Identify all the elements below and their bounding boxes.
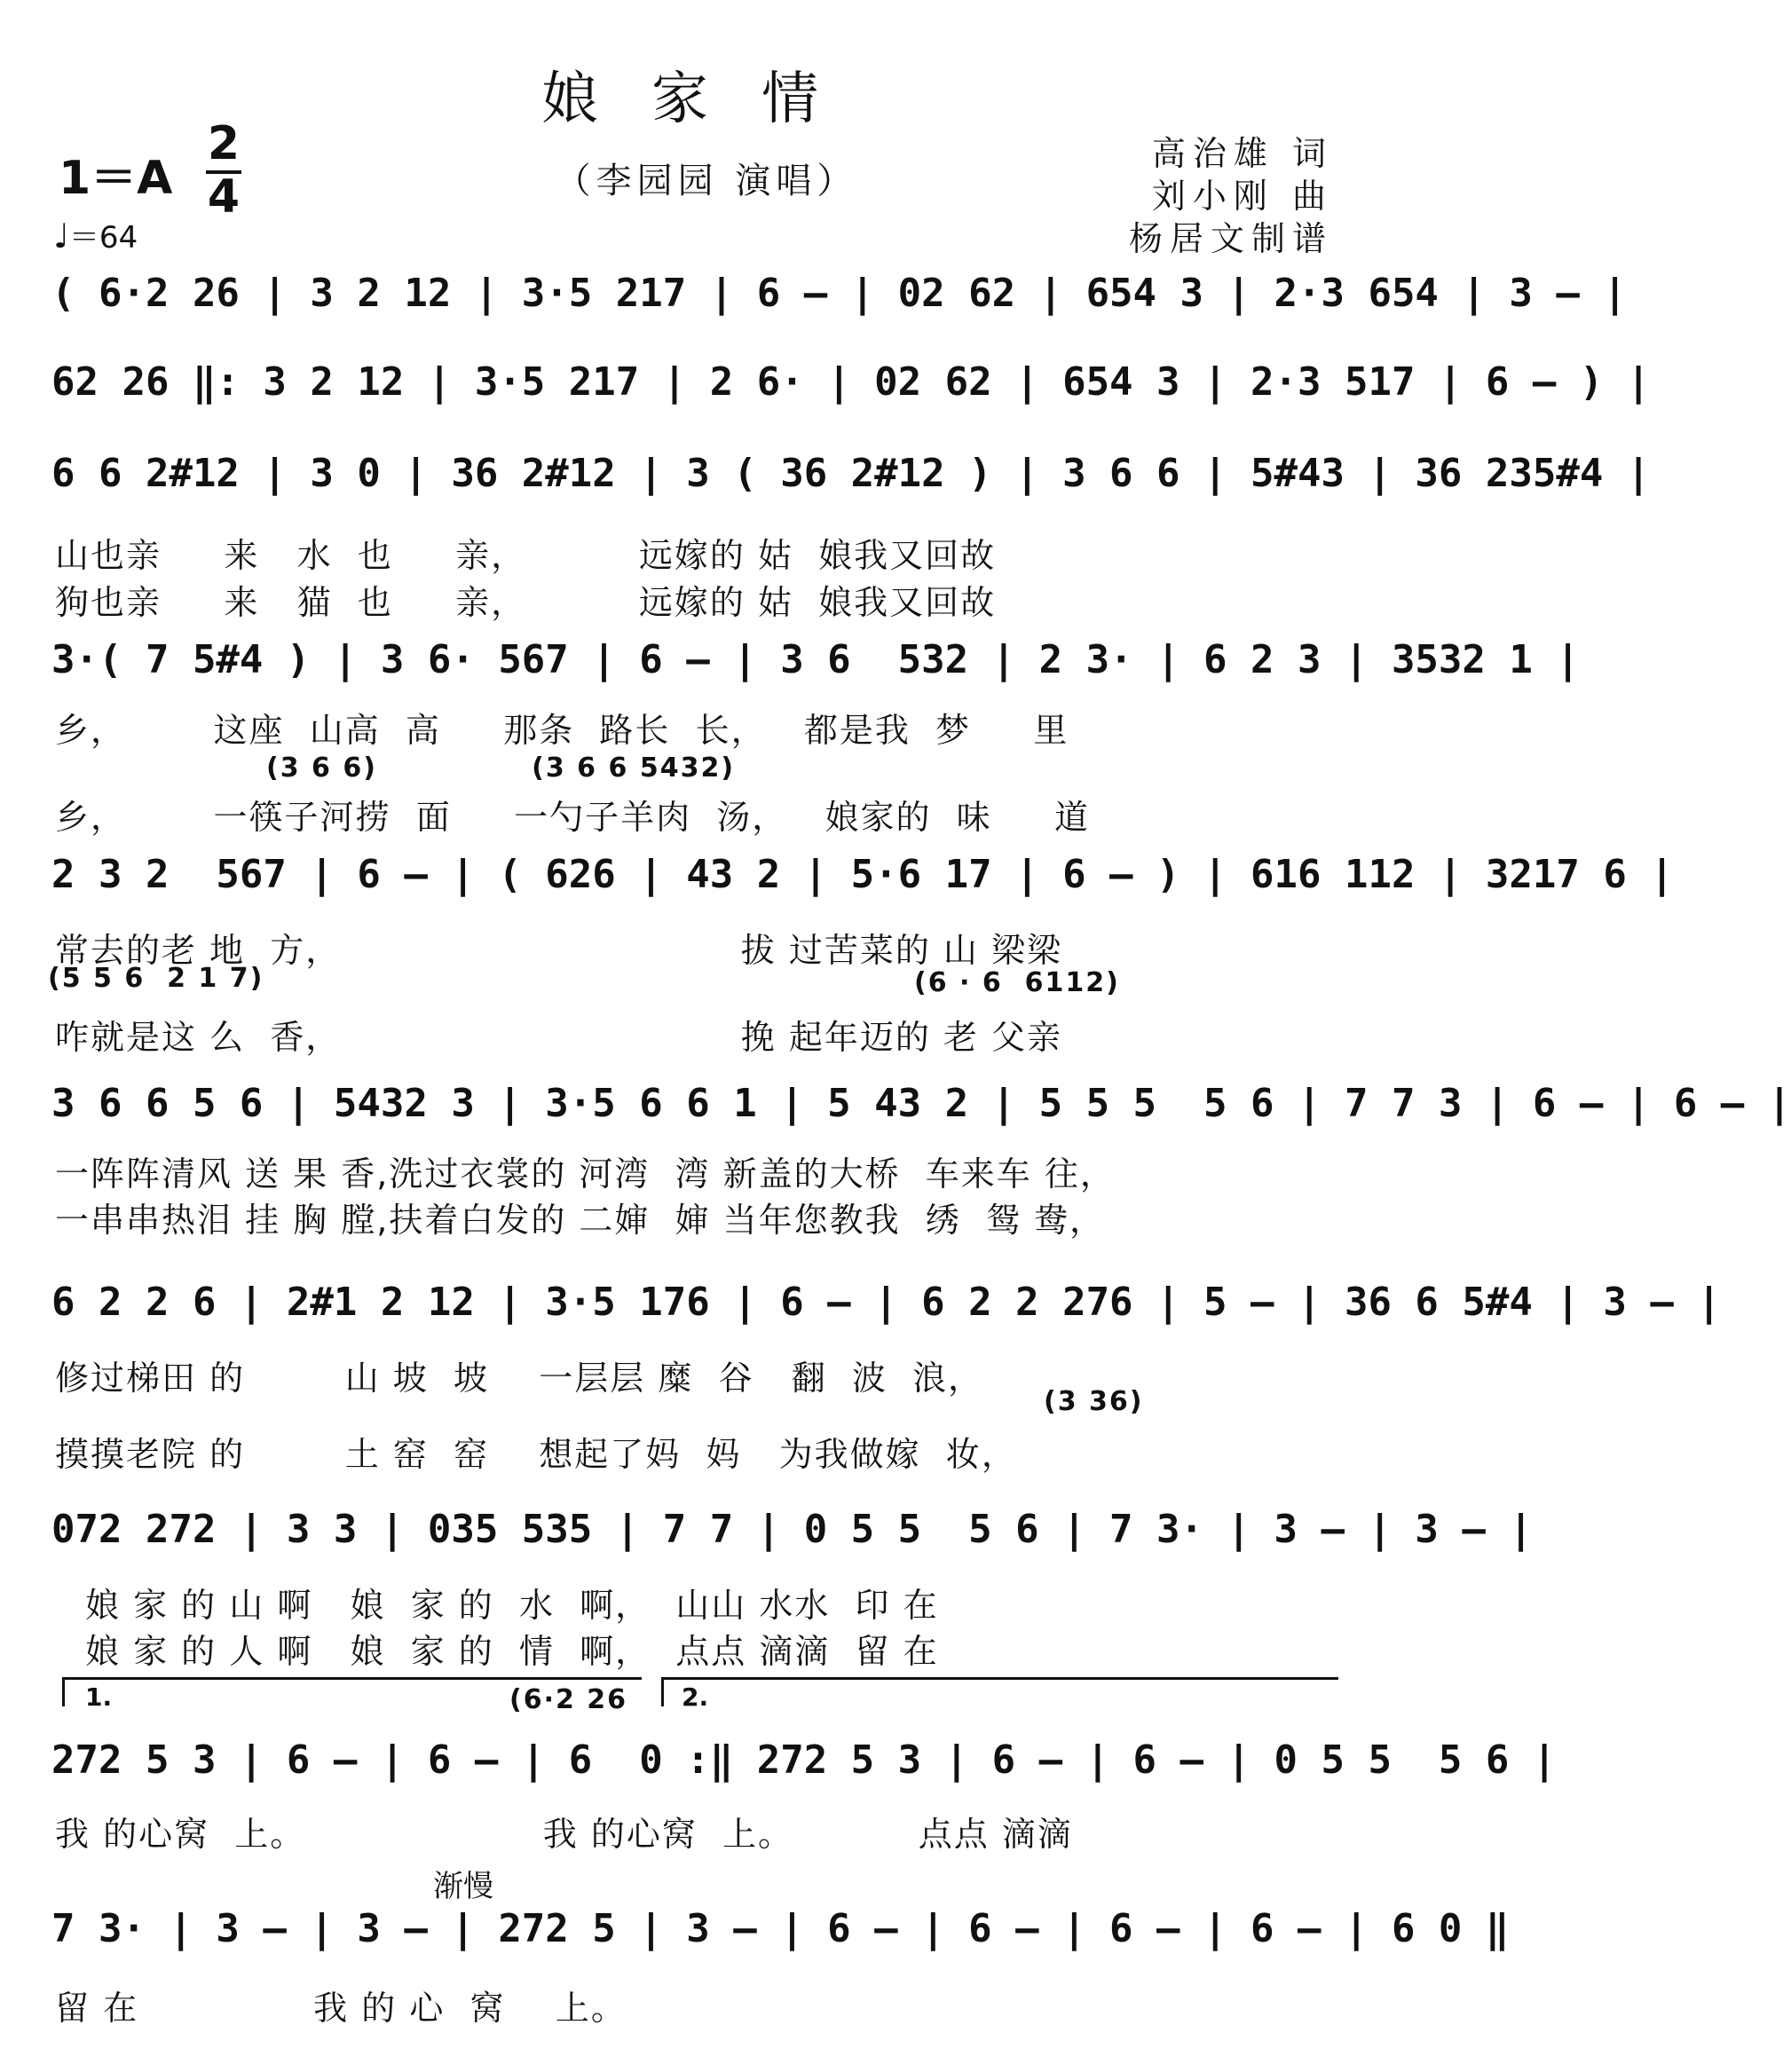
score-line-7-alt-notes: (3 36) <box>1044 1386 1144 1417</box>
key-signature: 1＝A <box>59 152 173 205</box>
time-signature-bottom: 4 <box>207 170 241 224</box>
score-line-8-lyric-verse2: 娘 家 的 人 啊 娘 家 的 情 啊， 点点 滴滴 留 在 <box>85 1632 939 1671</box>
score-line-8-lyric-verse1: 娘 家 的 山 啊 娘 家 的 水 啊， 山山 水水 印 在 <box>85 1586 939 1625</box>
time-signature-top: 2 <box>207 117 241 170</box>
lyricist-credit: 高治雄 词 <box>1151 134 1333 173</box>
score-line-3-lyric-verse1: 山也亲 来 水 也 亲， 远嫁的 姑 娘我又回故 <box>55 536 997 575</box>
score-line-9-lyric: 我 的心窝 上。 我 的心窝 上。 点点 滴滴 <box>55 1815 1073 1854</box>
tempo-marking <box>53 213 138 256</box>
score-line-9-notes: 272 5 3 | 6 – | 6 – | 6 0 :‖ 272 5 3 | 6 – | 6 – | 0 5 5 5 6 | <box>51 1737 1557 1783</box>
score-line-2-notes: 62 26 ‖: 3 2 12 | 3·5 217 | 2 6· | 02 62 | 654 3 | 2·3 517 | 6 – ) | <box>51 359 1651 405</box>
score-line-6-notes: 3 6 6 5 6 | 5432 3 | 3·5 6 6 1 | 5 43 2 | 5 5 5 5 6 | 7 7 3 | 6 – | 6 – | <box>51 1081 1791 1126</box>
score-line-4-notes: 3·( 7 5#4 ) | 3 6· 567 | 6 – | 3 6 532 | 2 3· | 6 2 3 | 3532 1 | <box>51 637 1580 682</box>
score-line-4-lyric-verse1: 乡， 这座 山高 高 那条 路长 长， 都是我 梦 里 <box>55 711 1069 750</box>
song-title: 娘家情 <box>541 67 872 132</box>
score-line-5-alt-notes-2: (6 · 6 6112) <box>914 967 1120 998</box>
score-line-4-lyric-verse2: 乡， 一筷子河捞 面 一勺子羊肉 汤， 娘家的 味 道 <box>55 798 1091 837</box>
score-line-10-notes: 7 3· | 3 – | 3 – | 272 5 | 3 – | 6 – | 6 – | 6 – | 6 – | 6 0 ‖ <box>51 1906 1510 1951</box>
ritardando-marking: 渐慢 <box>433 1869 493 1904</box>
score-line-9-alt-notes: (6·2 26 <box>509 1684 628 1715</box>
score-line-3-notes: 6 6 2#12 | 3 0 | 36 2#12 | 3 ( 36 2#12 ) | 3 6 6 | 5#43 | 36 235#4 | <box>51 451 1651 496</box>
second-ending-bracket <box>661 1677 1338 1706</box>
transcriber-credit: 杨居文制谱 <box>1128 219 1333 258</box>
first-ending-label: 1. <box>85 1682 113 1712</box>
performer-subtitle: （李园园 演唱） <box>555 161 858 201</box>
score-line-6-lyric-verse2: 一串串热泪 挂 胸 膛,扶着白发的 二婶 婶 当年您教我 绣 鸳 鸯， <box>55 1201 1106 1240</box>
score-line-8-notes: 072 272 | 3 3 | 035 535 | 7 7 | 0 5 5 5 6 | 7 3· | 3 – | 3 – | <box>51 1507 1533 1552</box>
tempo-value: ＝64 <box>68 220 138 256</box>
quarter-note-icon: ♩ <box>53 217 69 256</box>
score-line-6-lyric-verse1: 一阵阵清风 送 果 香,洗过衣裳的 河湾 湾 新盖的大桥 车来车 往， <box>55 1154 1116 1194</box>
score-line-7-lyric-verse2: 摸摸老院 的 土 窑 窑 想起了妈 妈 为我做嫁 妆， <box>55 1435 1017 1474</box>
composer-credit: 刘小刚 曲 <box>1151 177 1333 216</box>
score-line-5-notes: 2 3 2 567 | 6 – | ( 626 | 43 2 | 5·6 17 | 6 – ) | 616 112 | 3217 6 | <box>51 852 1674 897</box>
score-line-7-notes: 6 2 2 6 | 2#1 2 12 | 3·5 176 | 6 – | 6 2 2 276 | 5 – | 36 6 5#4 | 3 – | <box>51 1280 1721 1325</box>
second-ending-label: 2. <box>682 1682 709 1712</box>
score-line-3-lyric-verse2: 狗也亲 来 猫 也 亲， 远嫁的 姑 娘我又回故 <box>55 583 997 622</box>
score-line-5-lyric-verse2: 咋就是这 么 香， 挽 起年迈的 老 父亲 <box>55 1018 1063 1057</box>
score-line-4-alt-notes: (3 6 6) (3 6 6 5432) <box>266 752 736 784</box>
score-line-1-notes: ( 6·2 26 | 3 2 12 | 3·5 217 | 6 – | 02 62 | 654 3 | 2·3 654 | 3 – | <box>51 271 1627 316</box>
score-line-5-lyric-verse1: 常去的老 地 方， 拔 过苦菜的 山 梁梁 <box>55 931 1063 970</box>
score-line-5-alt-notes-1: (5 5 6 2 1 7) <box>48 963 264 994</box>
score-line-10-lyric: 留 在 我 的 心 窝 上。 <box>55 1989 627 2028</box>
score-line-7-lyric-verse1: 修过梯田 的 山 坡 坡 一层层 糜 谷 翻 波 浪， <box>55 1359 984 1398</box>
